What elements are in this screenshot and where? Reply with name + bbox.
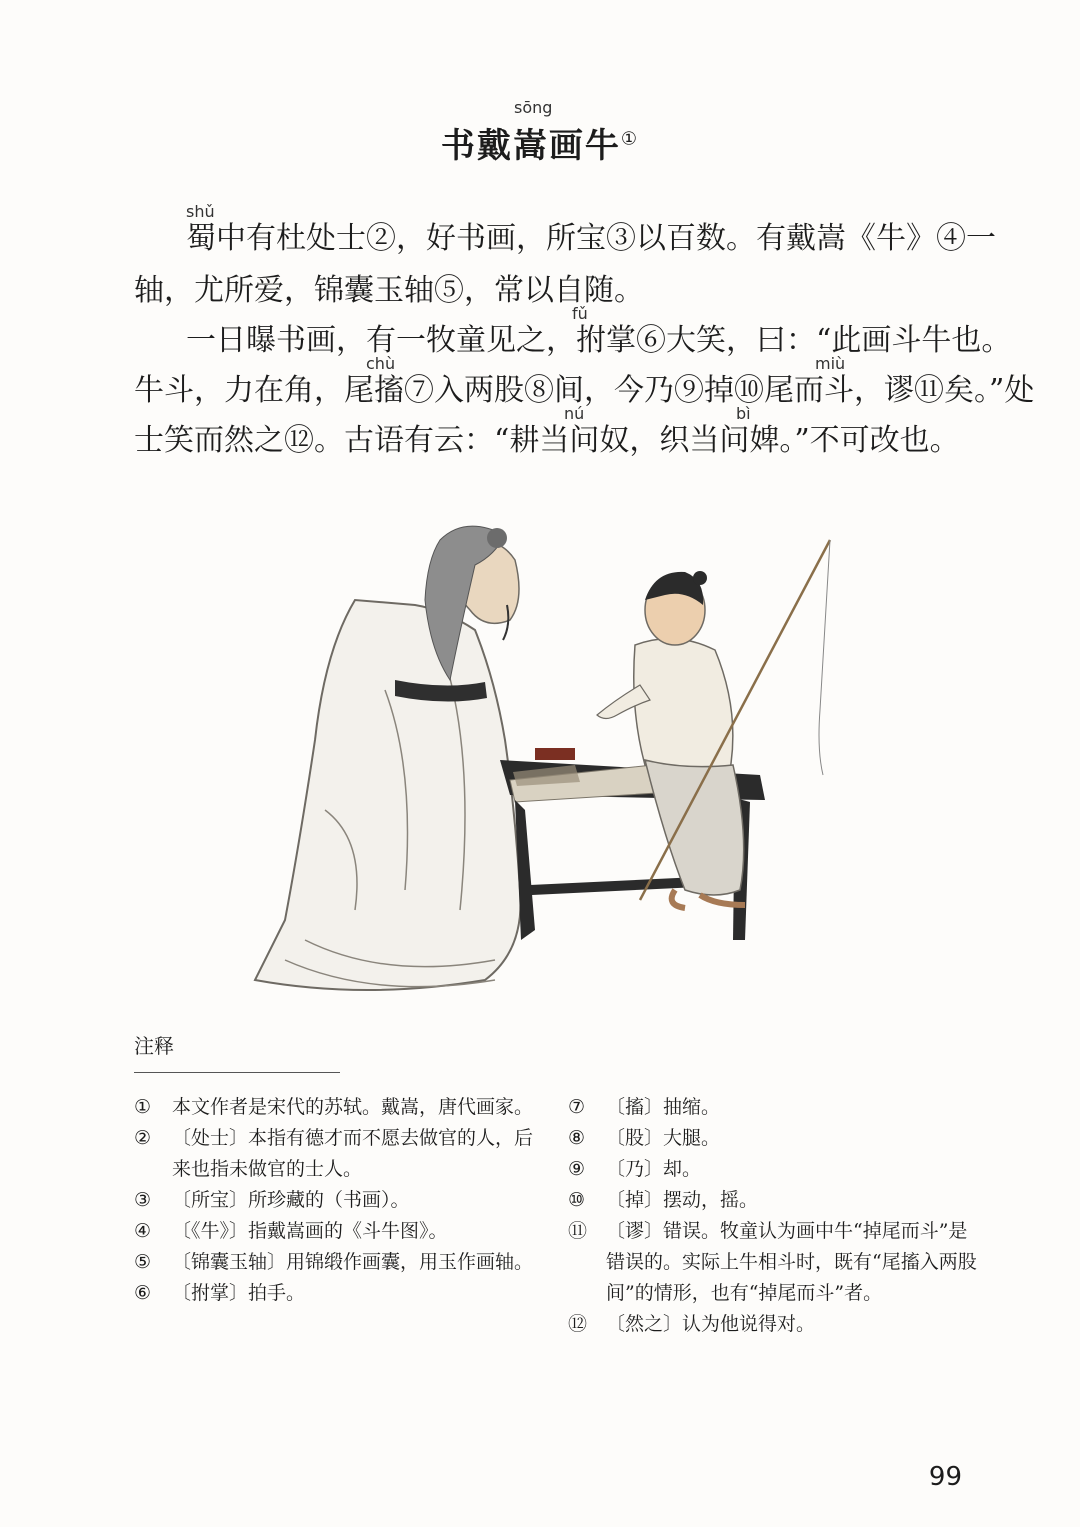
note-item	[134, 1216, 544, 1247]
note-item	[568, 1309, 978, 1340]
note-text: 〔处士〕本指有德才而不愿去做官的人，后来也指未做官的士人。	[172, 1127, 534, 1180]
fishing-line	[819, 540, 830, 775]
note-text: 〔锦囊玉轴〕用锦缎作画囊，用玉作画轴。	[172, 1251, 534, 1273]
text-line-2: 轴，尤所爱，锦囊玉轴⑤，常以自随。	[134, 273, 644, 308]
text-line-4: 牛斗，力在角，尾搐⑦入两股⑧间，今乃⑨掉⑩尾而斗，谬⑪矣。”处	[134, 373, 1035, 408]
paperweight	[535, 748, 575, 760]
note-text: 〔拊掌〕拍手。	[172, 1282, 306, 1304]
text-line-3: 一日曝书画，有一牧童见之，拊掌⑥大笑，曰：“此画斗牛也。	[186, 323, 1012, 358]
note-number: ⑨	[568, 1158, 586, 1180]
pinyin-bi: bì	[736, 404, 751, 423]
note-number: ⑩	[568, 1189, 586, 1211]
note-number: ⑤	[134, 1251, 152, 1273]
notes-left-column	[134, 1092, 544, 1309]
note-item	[568, 1216, 978, 1309]
note-item	[568, 1185, 978, 1216]
note-text: 本文作者是宋代的苏轼。戴嵩，唐代画家。	[172, 1096, 534, 1118]
note-text: 〔股〕大腿。	[606, 1127, 721, 1149]
scholar-robe	[255, 600, 521, 990]
note-text: 〔掉〕摆动，摇。	[606, 1189, 759, 1211]
pinyin-nu: nú	[564, 404, 585, 423]
note-number: ①	[134, 1096, 152, 1118]
note-text: 〔所宝〕所珍藏的（书画）。	[172, 1189, 410, 1211]
note-number: ③	[134, 1189, 152, 1211]
note-text: 〔《牛》〕指戴嵩画的《斗牛图》。	[172, 1220, 448, 1242]
text-line-5: 士笑而然之⑫。古语有云：“耕当问奴，织当问婢。”不可改也。	[134, 423, 960, 458]
pinyin-fu: fǔ	[572, 304, 588, 323]
notes-right-column	[568, 1092, 978, 1340]
note-text: 〔搐〕抽缩。	[606, 1096, 721, 1118]
note-item	[568, 1154, 978, 1185]
scholar-topknot	[487, 528, 507, 548]
title-block	[0, 118, 1080, 167]
notes-heading: 注释	[134, 1034, 174, 1058]
note-number: ⑫	[568, 1313, 588, 1335]
note-text: 〔然之〕认为他说得对。	[606, 1313, 816, 1335]
note-number: ⑦	[568, 1096, 586, 1118]
title-pinyin: sōng	[514, 98, 553, 117]
note-text: 〔谬〕错误。牧童认为画中牛“掉尾而斗”是错误的。实际上牛相斗时，既有“尾搐入两股间”的情形，也有“掉尾而斗”者。	[606, 1220, 977, 1304]
note-number: ②	[134, 1127, 152, 1149]
note-number: ⑪	[568, 1220, 588, 1242]
pinyin-shu: shǔ	[186, 202, 215, 221]
note-item	[134, 1278, 544, 1309]
note-number: ④	[134, 1220, 152, 1242]
boy-topknot	[693, 571, 707, 585]
note-text: 〔乃〕却。	[606, 1158, 702, 1180]
title-text: 书戴嵩画牛	[440, 126, 621, 166]
pinyin-miu: miù	[815, 354, 846, 373]
pinyin-chu: chù	[366, 354, 396, 373]
scholar-and-cowherd-illustration	[245, 510, 845, 1010]
page-title	[441, 118, 639, 167]
note-number: ⑧	[568, 1127, 586, 1149]
note-item	[134, 1123, 544, 1185]
note-number: ⑥	[134, 1282, 152, 1304]
note-item	[568, 1123, 978, 1154]
page-number: 99	[928, 1462, 962, 1492]
title-note-mark: ①	[620, 128, 640, 150]
notes-divider	[134, 1072, 340, 1073]
boy-trousers	[645, 760, 744, 895]
note-item	[134, 1185, 544, 1216]
note-item	[134, 1247, 544, 1278]
text-line-1: 蜀中有杜处士②，好书画，所宝③以百数。有戴嵩《牛》④一	[186, 221, 996, 256]
note-item	[568, 1092, 978, 1123]
note-item	[134, 1092, 544, 1123]
